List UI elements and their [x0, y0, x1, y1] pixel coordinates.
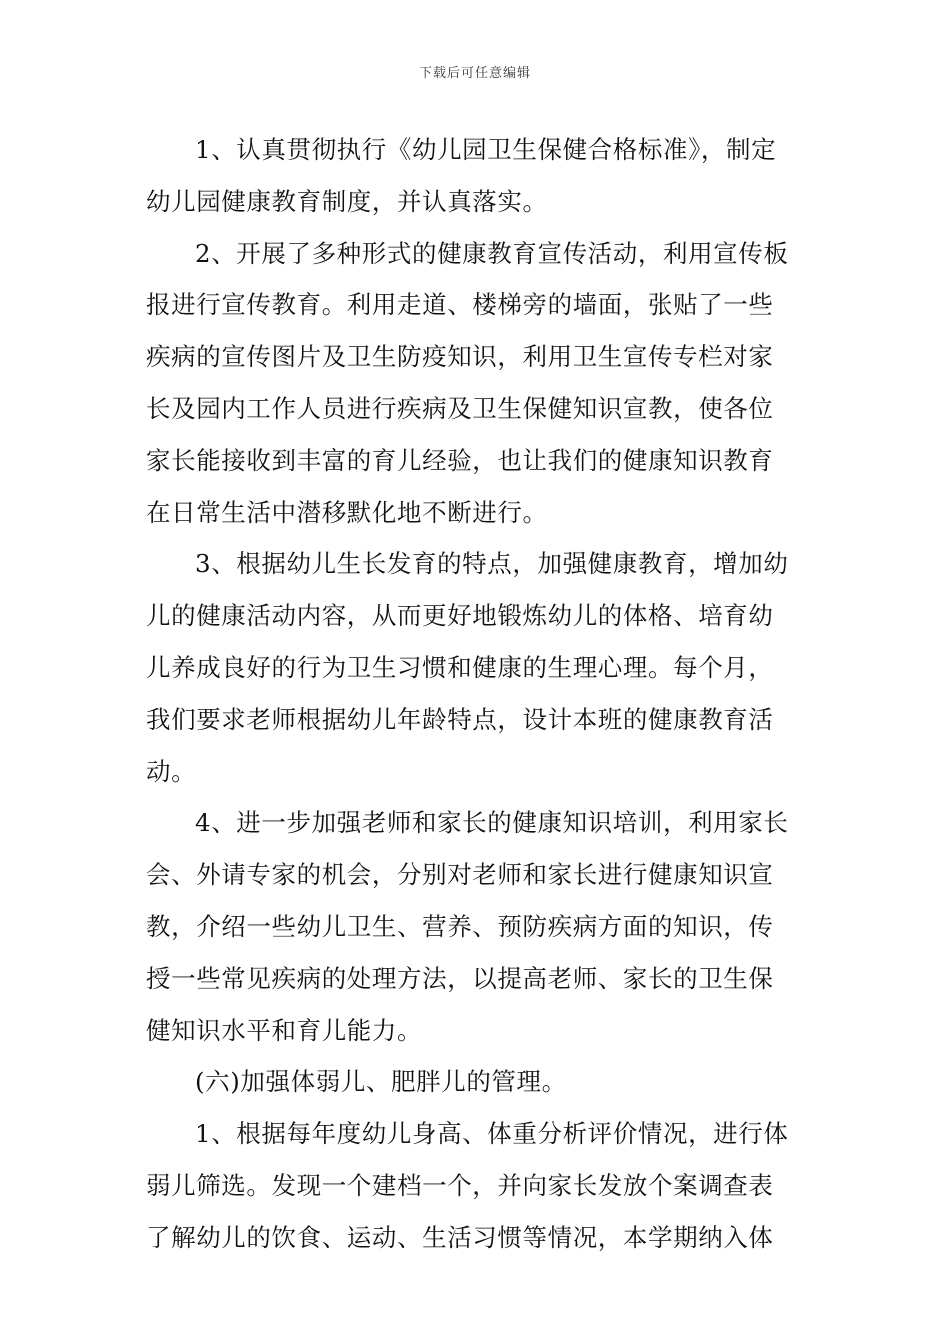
section-heading: (六)加强体弱儿、肥胖儿的管理。	[195, 1067, 567, 1097]
text-line: 授一些常见疾病的处理方法，以提高老师、家长的卫生保	[146, 963, 774, 993]
text-line: 会、外请专家的机会，分别对老师和家长进行健康知识宣	[146, 860, 774, 890]
document-body	[146, 124, 810, 1264]
text-line: 报进行宣传教育。利用走道、楼梯旁的墙面，张贴了一些	[146, 290, 774, 320]
text-line: 弱儿筛选。发现一个建档一个，并向家长发放个案调查表	[146, 1170, 774, 1200]
text-line: 长及园内工作人员进行疾病及卫生保健知识宣教，使各位	[146, 393, 774, 423]
text-line: 幼儿园健康教育制度，并认真落实。	[146, 186, 548, 216]
text-line: 4、进一步加强老师和家长的健康知识培训，利用家长	[195, 808, 789, 838]
text-line: 家长能接收到丰富的育儿经验，也让我们的健康知识教育	[146, 445, 774, 475]
text-line: 教，介绍一些幼儿卫生、营养、预防疾病方面的知识，传	[146, 911, 774, 941]
text-line: 动。	[146, 756, 197, 786]
text-line: 健知识水平和育儿能力。	[146, 1015, 423, 1045]
text-line: 2、开展了多种形式的健康教育宣传活动，利用宣传板	[195, 238, 789, 268]
text-line: 疾病的宣传图片及卫生防疫知识，利用卫生宣传专栏对家	[146, 342, 774, 372]
text-line: 我们要求老师根据幼儿年龄特点，设计本班的健康教育活	[146, 704, 774, 734]
text-line: 儿的健康活动内容，从而更好地锻炼幼儿的体格、培育幼	[146, 601, 774, 631]
text-line: 3、根据幼儿生长发育的特点，加强健康教育，增加幼	[195, 549, 789, 579]
text-line: 儿养成良好的行为卫生习惯和健康的生理心理。每个月，	[146, 652, 774, 682]
text-line: 在日常生活中潜移默化地不断进行。	[146, 497, 548, 527]
text-line: 了解幼儿的饮食、运动、生活习惯等情况，本学期纳入体	[146, 1222, 774, 1252]
text-line: 1、根据每年度幼儿身高、体重分析评价情况，进行体	[195, 1119, 789, 1149]
page-header-note: 下载后可任意编辑	[418, 66, 531, 81]
text-line: 1、认真贯彻执行《幼儿园卫生保健合格标准》，制定	[195, 135, 777, 164]
